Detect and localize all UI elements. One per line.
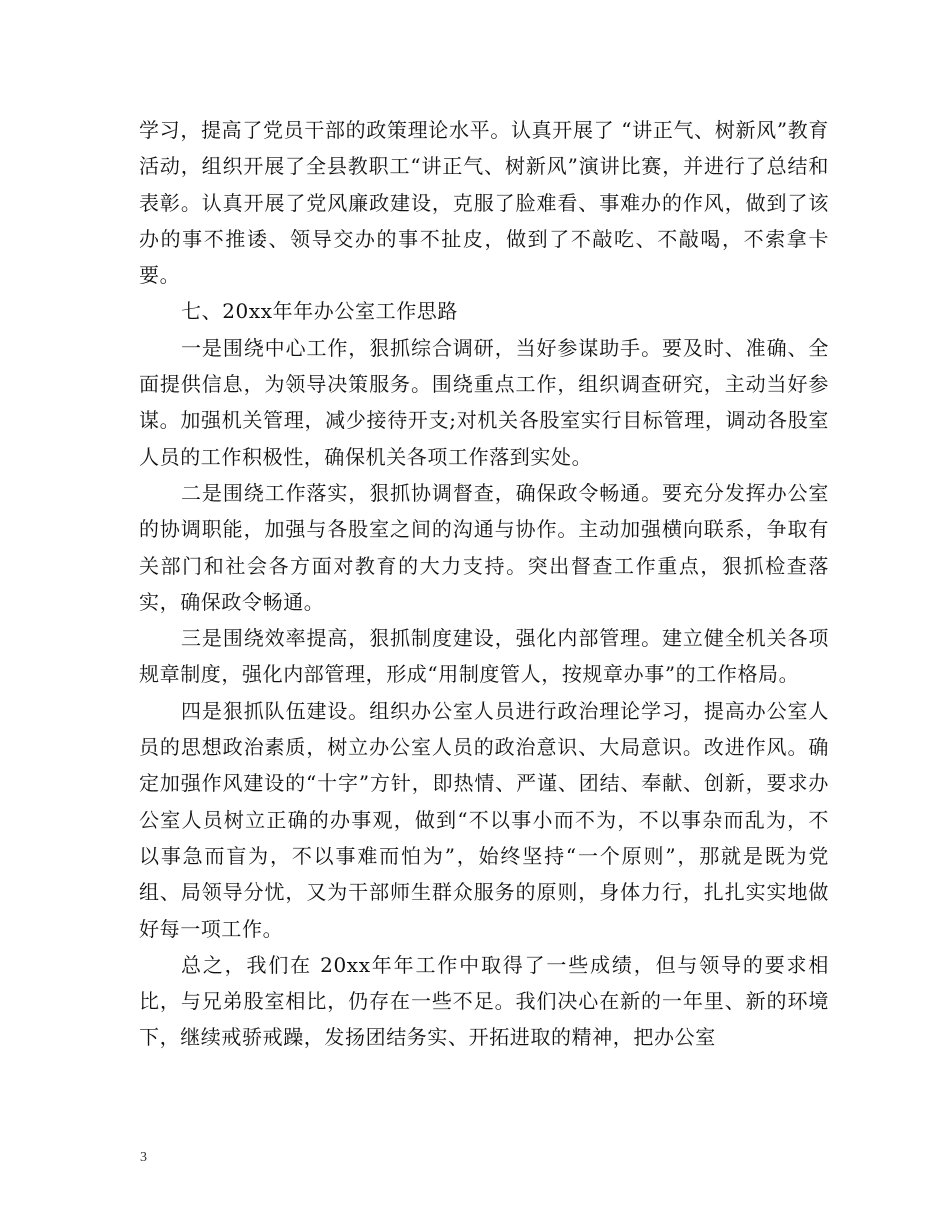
paragraph-summary: 总之，我们在 20xx年年工作中取得了一些成绩，但与领导的要求相比，与兄弟股室相比，仍存在一些不足。我们决心在新的一年里、新的环境下，继续戒骄戒躁，发扬团结务实、开拓进取的精神，把办公室 xyxy=(139,952,829,1050)
page-number: 3 xyxy=(140,1150,147,1165)
document-body xyxy=(139,112,829,1056)
paragraph-item-three: 三是围绕效率提高，狠抓制度建设，强化内部管理。建立健全机关各项规章制度，强化内部管理，形成“用制度管人，按规章办事”的工作格局。 xyxy=(139,626,829,687)
paragraph-item-one: 一是围绕中心工作，狠抓综合调研，当好参谋助手。要及时、准确、全面提供信息，为领导决策服务。围绕重点工作，组织调查研究，主动当好参谋。加强机关管理，减少接待开支;对机关各股室实行目标管理，调动各股室人员的工作积极性，确保机关各项工作落到实处。 xyxy=(139,335,829,469)
paragraph-continuation: 学习，提高了党员干部的政策理论水平。认真开展了 “讲正气、树新风”教育活动，组织开展了全县教职工“讲正气、树新风”演讲比赛，并进行了总结和表彰。认真开展了党风廉政建设，克服了脸难看、事难办的作风，做到了该办的事不推诿、领导交办的事不扯皮，做到了不敲吃、不敲喝，不索拿卡要。 xyxy=(139,118,829,288)
paragraph-item-four: 四是狠抓队伍建设。组织办公室人员进行政治理论学习，提高办公室人员的思想政治素质，树立办公室人员的政治意识、大局意识。改进作风。确定加强作风建设的“十字”方针，即热情、严谨、团结、奉献、创新，要求办公室人员树立正确的办事观，做到“不以事小而不为，不以事杂而乱为，不以事急而盲为，不以事难而怕为”，始终坚持“一个原则”，那就是既为党组、局领导分忧，又为干部师生群众服务的原则，身体力行，扎扎实实地做好每一项工作。 xyxy=(139,698,829,941)
paragraph-item-two: 二是围绕工作落实，狠抓协调督查，确保政令畅通。要充分发挥办公室的协调职能，加强与各股室之间的沟通与协作。主动加强横向联系，争取有关部门和社会各方面对教育的大力支持。突出督查工作重点，狠抓检查落实，确保政令畅通。 xyxy=(139,480,829,614)
section-heading: 七、20xx年年办公室工作思路 xyxy=(181,299,459,324)
